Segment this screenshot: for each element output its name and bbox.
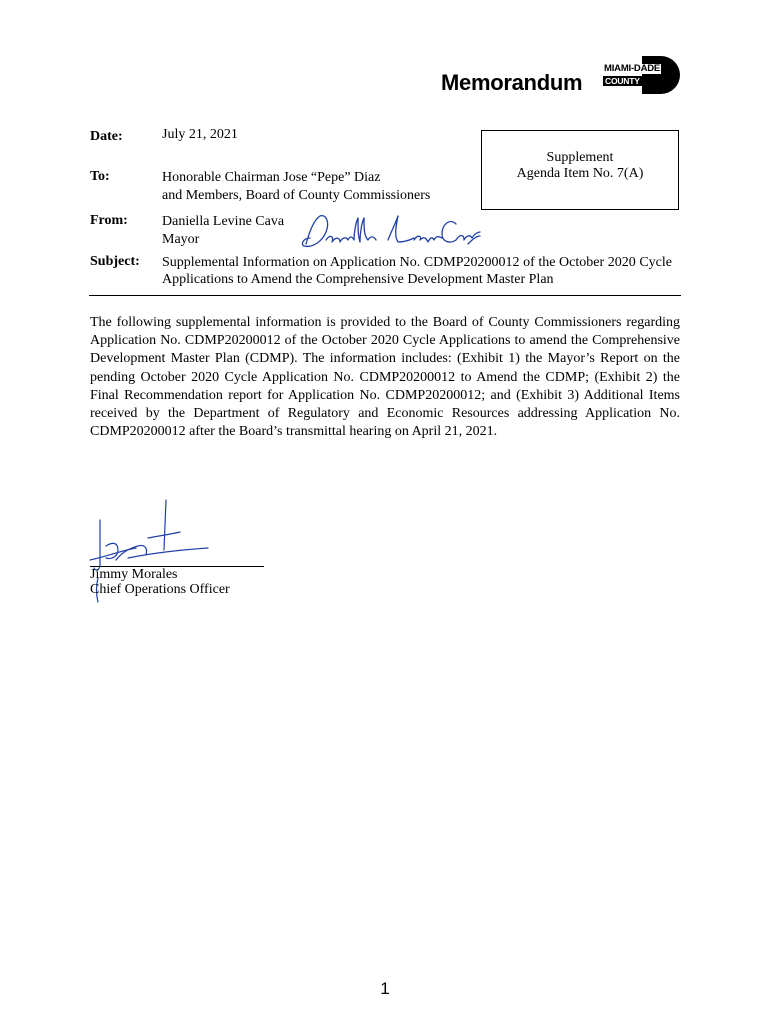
date-value: July 21, 2021	[162, 127, 238, 142]
agenda-box-line-1: Supplement	[546, 150, 614, 165]
memo-title: Memorandum	[441, 70, 583, 95]
signer-name: Jimmy Morales	[90, 567, 178, 582]
from-line-2: Mayor	[162, 232, 200, 247]
agenda-item-box	[481, 130, 679, 210]
from-value	[162, 213, 284, 249]
header-divider	[89, 295, 681, 296]
miami-dade-county-logo	[600, 56, 680, 94]
date-label: Date:	[90, 129, 123, 144]
logo-text-miami-dade: MIAMI-DADE	[604, 63, 661, 74]
to-line-1: Honorable Chairman Jose “Pepe” Diaz	[162, 170, 381, 185]
mayor-signature	[296, 210, 482, 256]
page-number: 1	[380, 979, 390, 998]
to-label: To:	[90, 169, 110, 184]
from-label: From:	[90, 213, 128, 228]
to-line-2: and Members, Board of County Commissioners	[162, 188, 431, 203]
to-value	[162, 169, 430, 205]
from-line-1: Daniella Levine Cava	[162, 214, 285, 229]
agenda-box-line-2: Agenda Item No. 7(A)	[516, 166, 644, 181]
logo-shape	[642, 56, 680, 94]
signer-title: Chief Operations Officer	[90, 582, 230, 597]
logo-text-county: COUNTY	[605, 76, 640, 86]
subject-value: Supplemental Information on Application No. CDMP20200012 of the October 2020 Cycle Applications to Amend the Comprehensive Development Master Plan	[162, 255, 672, 287]
body-paragraph: The following supplemental information is provided to the Board of County Commissioners regarding Application No. CDMP20200012 of the October 2020 Cycle Applications to amend the Comprehensive Development Master Plan (CDMP). The information includes: (Exhibit 1) the Mayor’s Report on the pending October 2020 Cycle Application No. CDMP20200012 to Amend the CDMP; (Exhibit 2) the Final Recommendation report for Application No. CDMP20200012; and (Exhibit 3) Additional Items received by the Department of Regulatory and Economic Resources addressing Application No. CDMP20200012 after the Board’s transmittal hearing on April 21, 2021.	[90, 315, 680, 440]
subject-label: Subject:	[90, 254, 140, 269]
